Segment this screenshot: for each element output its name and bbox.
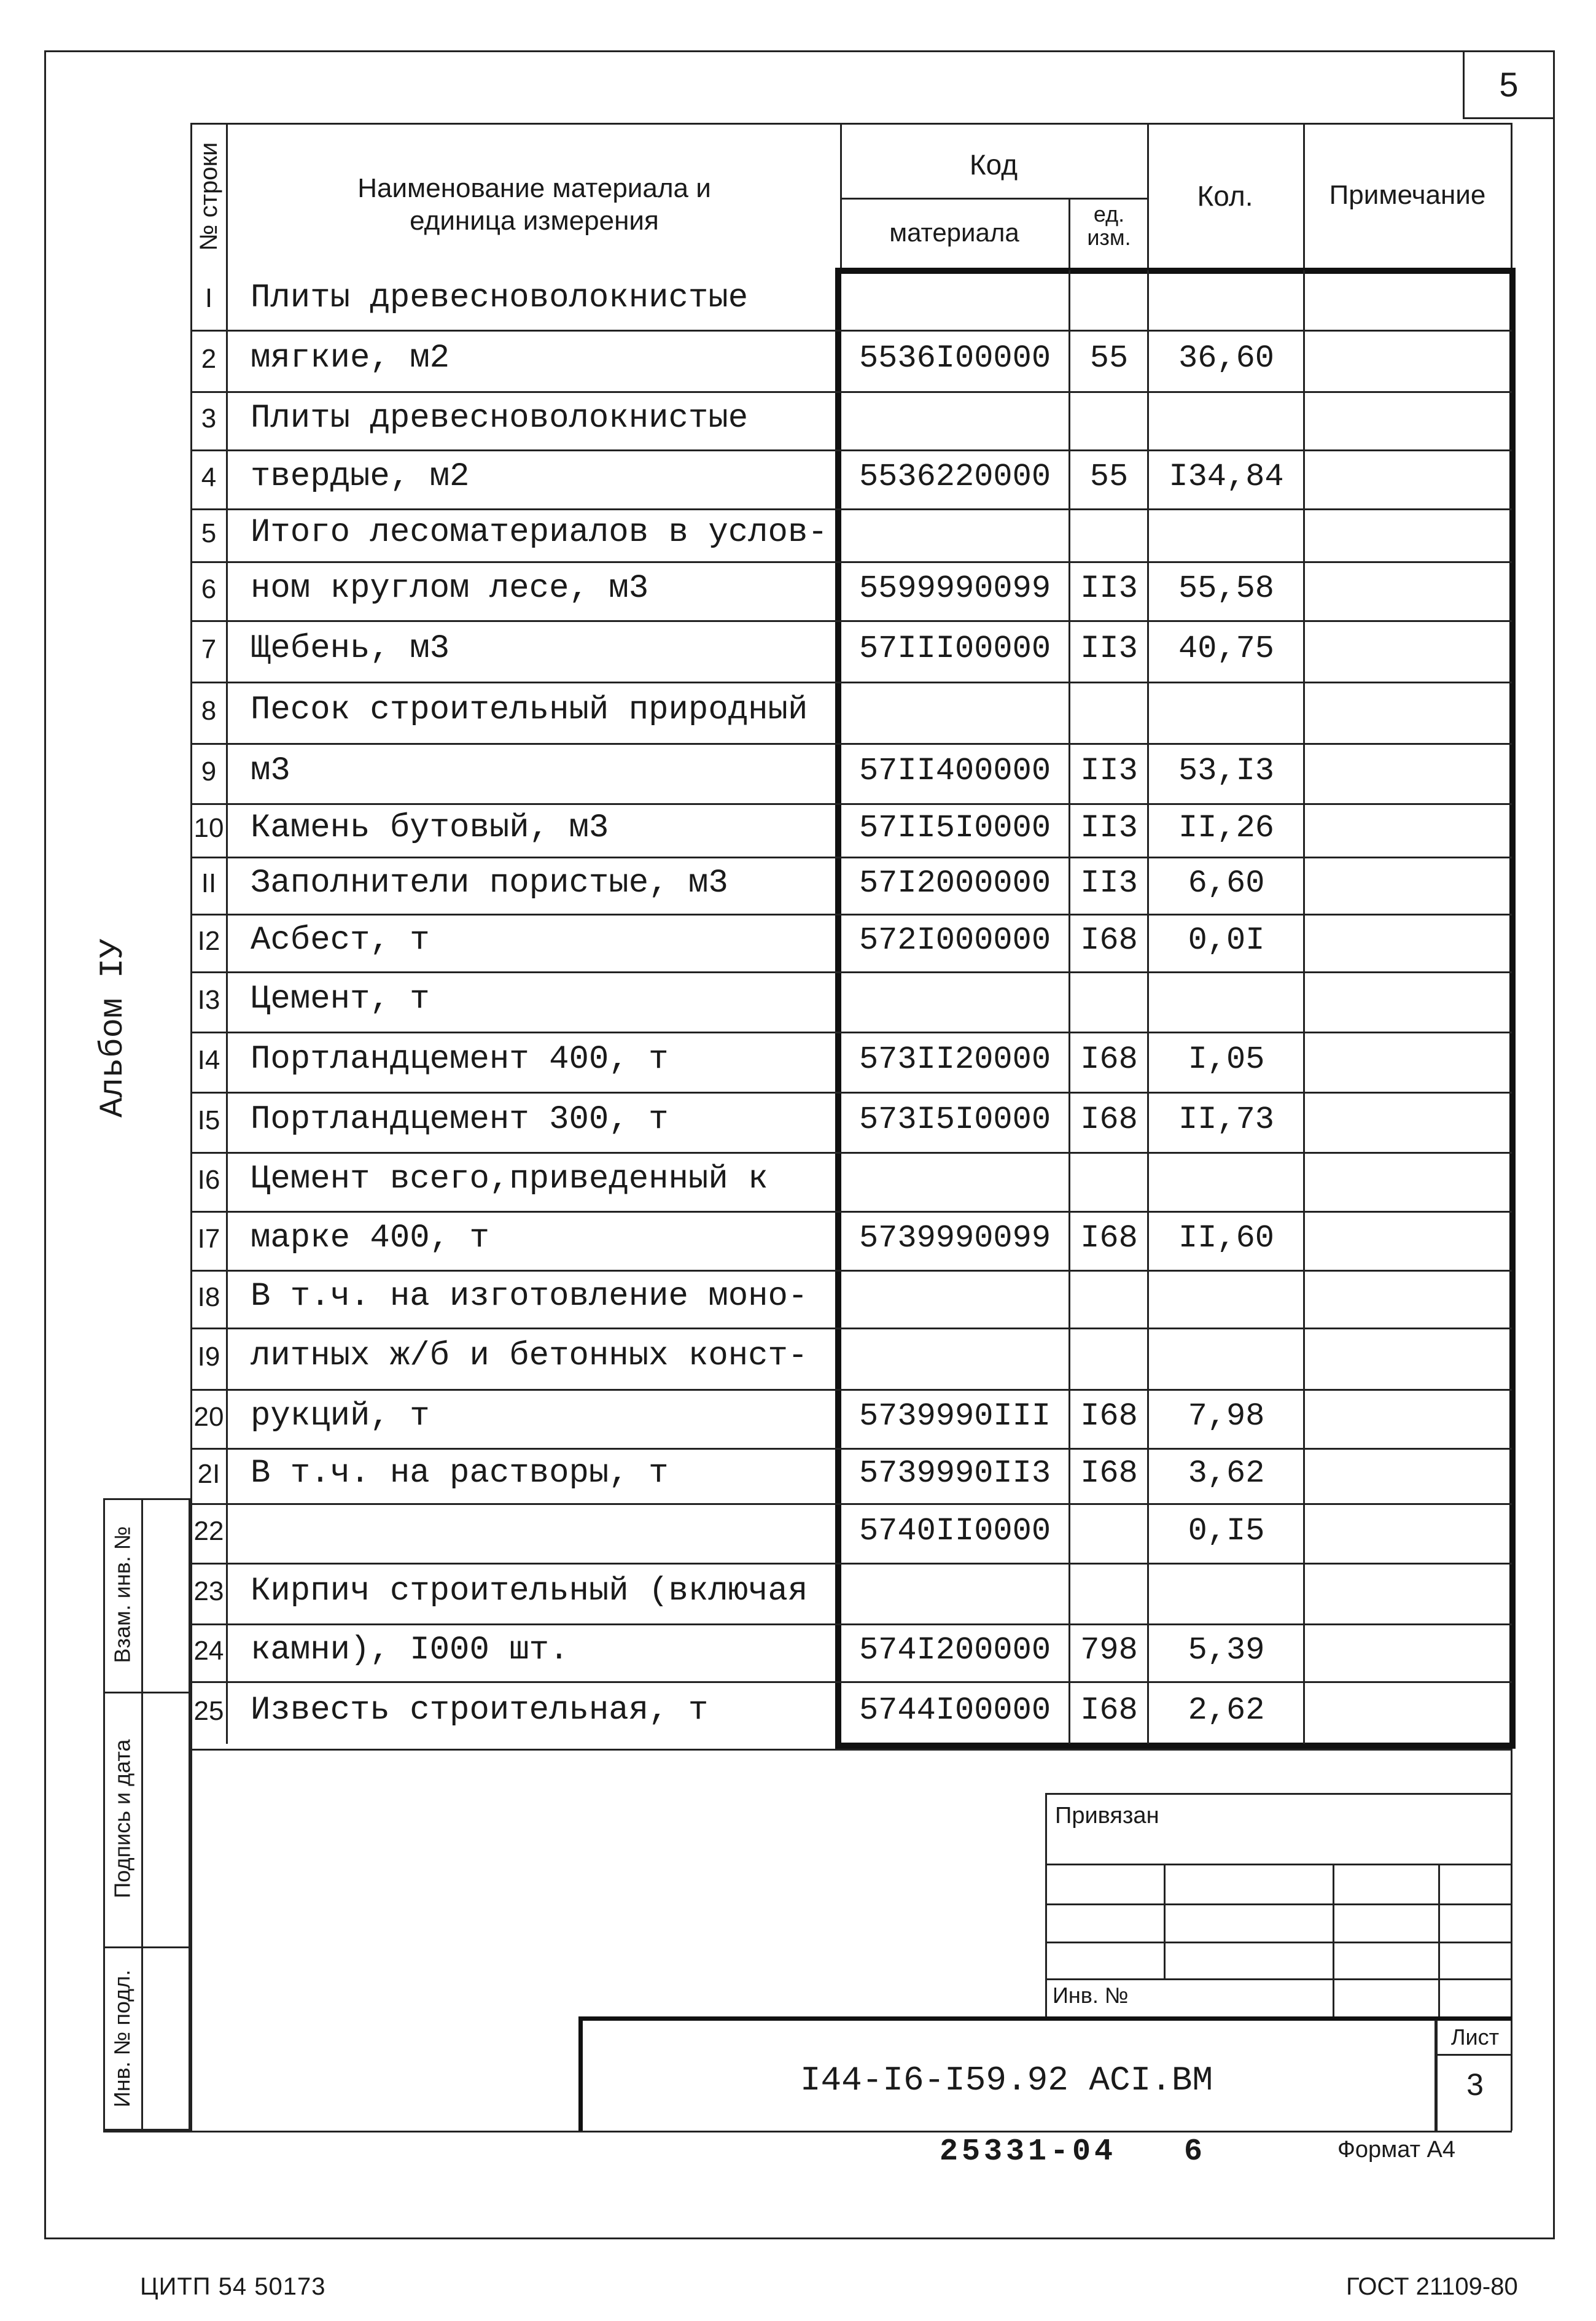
header-note: Примечание: [1329, 180, 1486, 210]
note-cell: [1305, 857, 1508, 914]
unit-code: I68: [1080, 925, 1138, 957]
header-name-line2: единица измерения: [410, 206, 659, 236]
row-number: II: [201, 870, 217, 898]
material-name: рукций, т: [251, 1400, 430, 1434]
handwritten-id: 25331-04: [940, 2134, 1117, 2169]
material-name: Заполнители пористые, м3: [251, 866, 728, 900]
page-number: 5: [1499, 65, 1519, 104]
material-name: марке 400, т: [251, 1222, 489, 1256]
privyazan-label: Привязан: [1055, 1803, 1159, 1829]
material-name: ном круглом лесе, м3: [251, 572, 649, 606]
material-name: твердые, м2: [251, 461, 470, 494]
material-name: Кирпич строительный (включая: [251, 1574, 808, 1608]
quantity: 6,60: [1188, 867, 1265, 900]
row-number: 5: [201, 519, 217, 547]
unit-code: 55: [1089, 343, 1129, 375]
row-number: I9: [197, 1343, 220, 1370]
header-name-line1: Наименование материала и: [357, 173, 711, 203]
side-stamp-podpis: Подпись и дата: [109, 1739, 135, 1899]
row-number: 10: [193, 815, 224, 842]
unit-code: I68: [1080, 1104, 1138, 1137]
unit-code: I68: [1080, 1044, 1138, 1076]
quantity: II,73: [1178, 1104, 1275, 1137]
note-cell: [1305, 1623, 1508, 1681]
material-name: камни), I000 шт.: [251, 1634, 569, 1668]
row-number: I2: [197, 927, 220, 955]
material-code: 57I2000000: [858, 867, 1051, 900]
album-label: Альбом IУ: [95, 938, 132, 1118]
quantity: II,60: [1178, 1223, 1275, 1255]
row-number: 23: [193, 1578, 224, 1606]
doc-code: I44-I6-I59.92 АСI.ВМ: [800, 2061, 1213, 2100]
material-code: 5739990099: [858, 1223, 1051, 1255]
row-number: 7: [201, 636, 217, 663]
material-code: 574I200000: [858, 1635, 1051, 1667]
material-name: Цемент всего,приведенный к: [251, 1163, 768, 1197]
material-code: 5744I00000: [858, 1695, 1051, 1727]
quantity: 40,75: [1178, 633, 1275, 666]
material-code: 57II400000: [858, 755, 1051, 788]
material-name: Цемент, т: [251, 983, 430, 1017]
material-name: В т.ч. на растворы, т: [251, 1457, 669, 1491]
note-cell: [1305, 391, 1508, 449]
header-row-no: № строки: [195, 142, 222, 251]
material-code: 572I000000: [858, 925, 1051, 957]
format-label: Формат А4: [1337, 2137, 1456, 2163]
quantity: 2,62: [1188, 1695, 1265, 1727]
unit-code: I68: [1080, 1458, 1138, 1490]
row-number: I: [204, 285, 213, 313]
unit-code: 798: [1080, 1635, 1138, 1667]
row-number: 9: [201, 758, 217, 785]
row-number: 22: [193, 1518, 224, 1545]
note-cell: [1305, 449, 1508, 508]
unit-code: I68: [1080, 1223, 1138, 1255]
note-cell: [1305, 682, 1508, 743]
note-cell: [1305, 270, 1508, 330]
material-name: Камень бутовый, м3: [251, 811, 609, 845]
row-number: 2I: [197, 1460, 220, 1488]
header-code: Код: [969, 149, 1018, 181]
inv-no-label: Инв. №: [1053, 1983, 1129, 2008]
unit-code: II3: [1080, 867, 1138, 900]
material-name: м3: [251, 755, 290, 788]
row-number: I8: [197, 1283, 220, 1311]
note-cell: [1305, 1503, 1508, 1563]
note-cell: [1305, 1270, 1508, 1328]
material-name: мягкие, м2: [251, 342, 450, 376]
material-code: 5740II0000: [858, 1515, 1051, 1547]
note-cell: [1305, 971, 1508, 1032]
row-number: 3: [201, 405, 217, 433]
row-number: I4: [197, 1046, 220, 1074]
sheet-value: 3: [1466, 2067, 1484, 2102]
note-cell: [1305, 1328, 1508, 1389]
quantity: I,05: [1188, 1044, 1265, 1076]
header-code-material: материала: [889, 218, 1019, 247]
material-name: Итого лесоматериалов в услов-: [251, 516, 828, 550]
material-code: 573II20000: [858, 1044, 1051, 1076]
material-code: 5739990II3: [858, 1458, 1051, 1490]
note-cell: [1305, 1389, 1508, 1448]
note-cell: [1305, 1448, 1508, 1503]
material-code: 5536I00000: [858, 343, 1051, 375]
material-name: В т.ч. на изготовление моно-: [251, 1280, 808, 1314]
side-stamp-inv-podl: Инв. № подл.: [109, 1969, 134, 2108]
material-code: 5536220000: [858, 461, 1051, 494]
material-code: 5599990099: [858, 573, 1051, 605]
note-cell: [1305, 561, 1508, 620]
sheet-label: Лист: [1450, 2024, 1500, 2050]
quantity: I34,84: [1169, 461, 1284, 494]
material-name: литных ж/б и бетонных конст-: [251, 1340, 808, 1374]
side-stamp-vzam: Взам. инв. №: [109, 1526, 135, 1663]
note-cell: [1305, 1563, 1508, 1623]
note-cell: [1305, 1152, 1508, 1211]
unit-code: II3: [1080, 755, 1138, 788]
material-code: 57II5I0000: [858, 812, 1051, 844]
row-number: 25: [193, 1697, 224, 1725]
unit-code: II3: [1080, 573, 1138, 605]
row-number: 4: [201, 464, 217, 491]
quantity: 55,58: [1178, 573, 1275, 605]
quantity: 3,62: [1188, 1458, 1265, 1490]
quantity: 53,I3: [1178, 755, 1275, 788]
row-number: 8: [201, 697, 217, 725]
material-name: Асбест, т: [251, 924, 430, 958]
material-code: 573I5I0000: [858, 1104, 1051, 1137]
row-number: 24: [193, 1637, 224, 1665]
quantity: 36,60: [1178, 343, 1275, 375]
note-cell: [1305, 803, 1508, 857]
note-cell: [1305, 508, 1508, 561]
quantity: II,26: [1178, 812, 1275, 844]
quantity: 0,I5: [1188, 1515, 1265, 1547]
row-number: 2: [201, 345, 217, 373]
note-cell: [1305, 743, 1508, 803]
unit-code: I68: [1080, 1401, 1138, 1433]
note-cell: [1305, 914, 1508, 971]
row-number: 20: [193, 1403, 224, 1431]
quantity: 0,0I: [1188, 925, 1265, 957]
row-number: I3: [197, 986, 220, 1014]
quantity: 7,98: [1188, 1401, 1265, 1433]
quantity: 5,39: [1188, 1635, 1265, 1667]
note-cell: [1305, 1681, 1508, 1744]
handwritten-num: 6: [1184, 2134, 1203, 2169]
note-cell: [1305, 1211, 1508, 1270]
unit-code: 55: [1089, 461, 1129, 494]
material-name: Плиты древесноволокнистые: [251, 281, 749, 315]
unit-code: I68: [1080, 1695, 1138, 1727]
header-code-unit: ед. изм.: [1087, 201, 1131, 250]
material-code: 57III00000: [858, 633, 1051, 666]
row-number: I5: [197, 1106, 220, 1134]
unit-code: II3: [1080, 812, 1138, 844]
row-number: 6: [201, 575, 217, 603]
row-number: I6: [197, 1166, 220, 1194]
left-footer-code: ЦИТП 54 50173: [140, 2273, 326, 2300]
unit-code: II3: [1080, 633, 1138, 666]
row-number: I7: [197, 1225, 220, 1253]
material-name: Портландцемент 300, т: [251, 1103, 669, 1137]
material-name: Портландцемент 400, т: [251, 1043, 669, 1077]
material-name: Песок строительный природный: [251, 694, 808, 728]
note-cell: [1305, 1032, 1508, 1092]
gost-label: ГОСТ 21109-80: [1346, 2273, 1518, 2300]
header-qty: Кол.: [1197, 180, 1253, 212]
material-code: 5739990III: [858, 1401, 1051, 1433]
material-name: Известь строительная, т: [251, 1694, 709, 1728]
note-cell: [1305, 620, 1508, 682]
table-bottom-line: [190, 1749, 1512, 1751]
note-cell: [1305, 330, 1508, 391]
material-name: Щебень, м3: [251, 632, 450, 666]
material-name: Плиты древесноволокнистые: [251, 402, 749, 435]
note-cell: [1305, 1092, 1508, 1152]
